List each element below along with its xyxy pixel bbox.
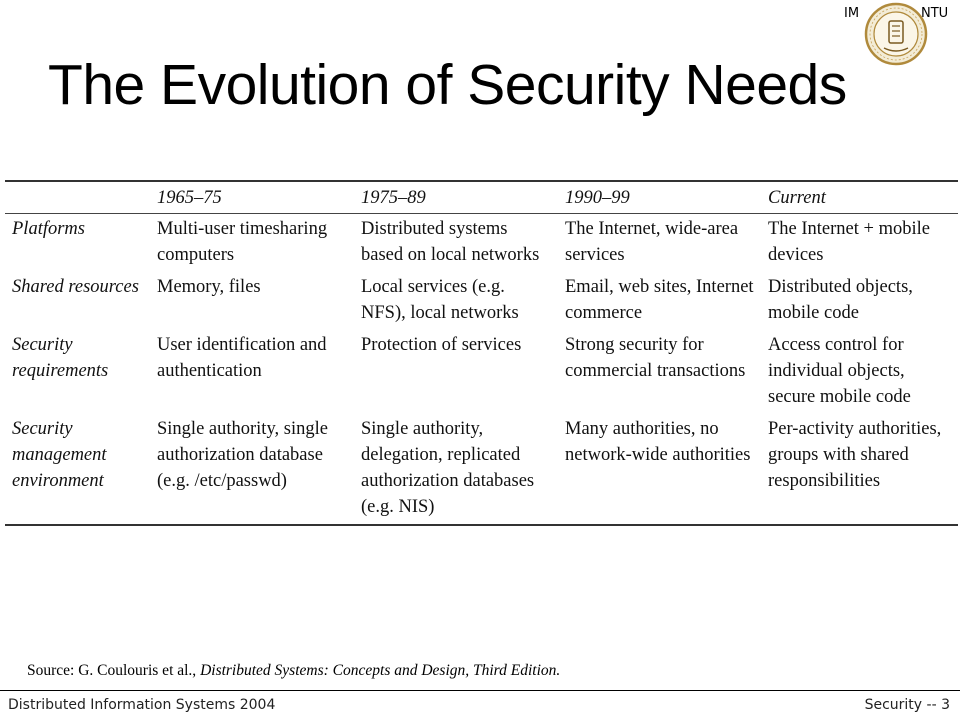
footer-divider [0, 690, 960, 691]
footer-slide-number: Security -- 3 [864, 697, 950, 713]
table-row [5, 330, 958, 414]
table-cell: Email, web sites, Internet commerce [565, 277, 754, 323]
table-cell: Per-activity authorities, groups with shared responsibilities [768, 419, 942, 491]
table-cell: Single authority, delegation, replicated authorization databases (e.g. NIS) [361, 419, 535, 517]
column-header: 1975–89 [354, 182, 558, 214]
column-header [5, 182, 150, 214]
table-cell: Protection of services [361, 335, 522, 355]
table-cell: User identification and authentication [157, 335, 327, 381]
table-cell: Single authority, single authorization database (e.g. /etc/passwd) [157, 419, 328, 491]
university-seal-icon [864, 2, 928, 66]
table-row [5, 272, 958, 330]
header-logo [838, 0, 960, 70]
source-citation [27, 662, 560, 680]
table-cell: Memory, files [157, 277, 261, 297]
table-cell: Distributed objects, mobile code [768, 277, 913, 323]
column-header: 1965–75 [150, 182, 354, 214]
footer-course-title: Distributed Information Systems 2004 [8, 697, 276, 713]
logo-ntu-text: NTU [921, 6, 949, 21]
row-label: Platforms [12, 219, 85, 239]
row-label: Shared resources [12, 277, 139, 297]
table-cell: Access control for individual objects, secure mobile code [768, 335, 911, 407]
logo-im-text: IM [844, 6, 860, 21]
row-label: Security management environment [12, 419, 107, 491]
page-title: The Evolution of Security Needs [48, 53, 847, 117]
table-cell: Local services (e.g. NFS), local networks [361, 277, 519, 323]
column-header: Current [761, 182, 958, 214]
column-header: 1990–99 [558, 182, 761, 214]
table-cell: Distributed systems based on local networks [361, 219, 540, 265]
row-label: Security requirements [12, 335, 109, 381]
table-cell: Multi-user timesharing computers [157, 219, 328, 265]
table-cell: The Internet, wide-area services [565, 219, 739, 265]
source-prefix: Source: G. Coulouris et al., [27, 662, 201, 679]
table-row [5, 214, 958, 273]
source-book-title: Distributed Systems: Concepts and Design, Third Edition. [200, 662, 561, 679]
table-row [5, 414, 958, 524]
table-header-row [5, 182, 958, 214]
table-cell: Many authorities, no network-wide authorities [565, 419, 751, 465]
table-cell: The Internet + mobile devices [768, 219, 930, 265]
security-needs-table [5, 180, 958, 526]
table-cell: Strong security for commercial transactions [565, 335, 746, 381]
